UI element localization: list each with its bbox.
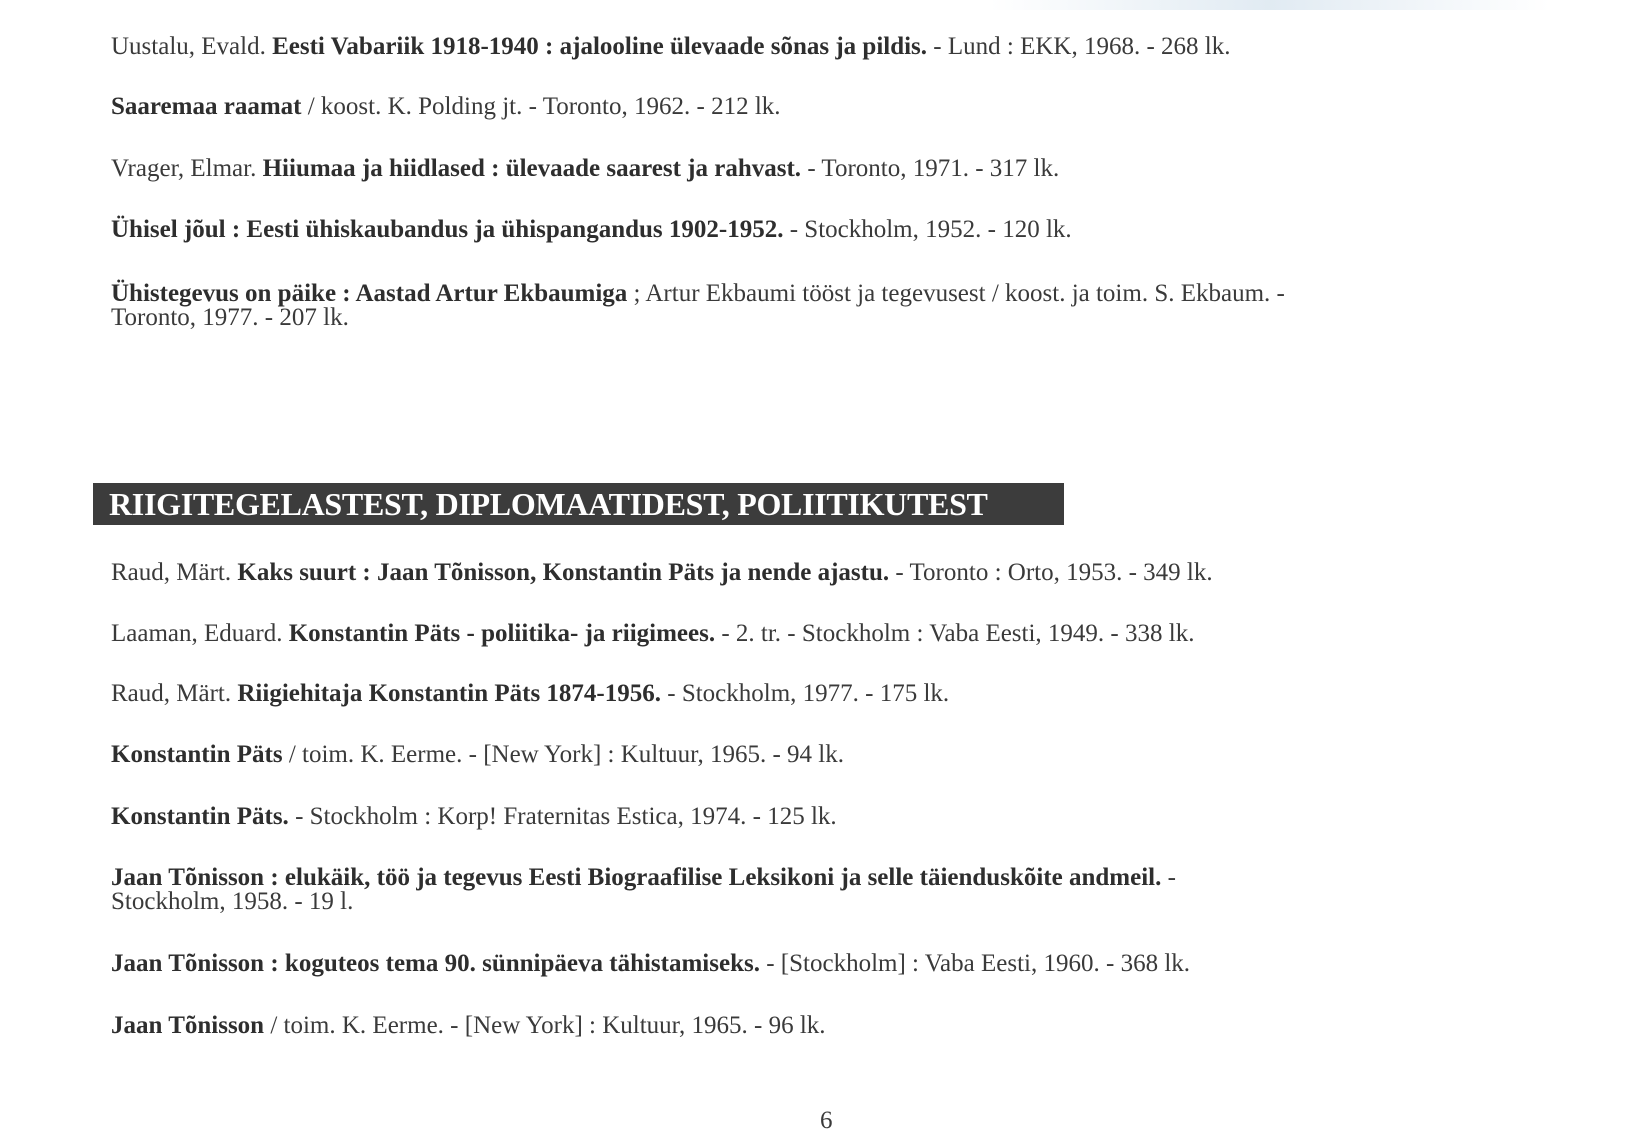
entry-title: Jaan Tõnisson <box>111 1012 265 1039</box>
entry-title: Jaan Tõnisson : koguteos tema 90. sünnipäeva tähistamiseks. <box>111 950 760 977</box>
bibliography-entry <box>111 157 1059 181</box>
entry-details: - <box>1161 864 1176 891</box>
scan-edge-tint <box>990 0 1550 10</box>
entry-title: Konstantin Päts - poliitika- ja riigimees. <box>288 620 716 647</box>
entry-author: Raud, Märt. <box>111 680 238 707</box>
bibliography-entry <box>111 622 1194 646</box>
entry-details: - Stockholm, 1952. - 120 lk. <box>783 216 1072 243</box>
entry-title: Ühistegevus on päike : Aastad Artur Ekbaumiga <box>111 280 628 307</box>
entry-details: - 2. tr. - Stockholm : Vaba Eesti, 1949. - 338 lk. <box>715 620 1195 647</box>
page-number: 6 <box>820 1107 833 1134</box>
entry-title: Konstantin Päts. <box>111 803 289 830</box>
entry-title: Eesti Vabariik 1918-1940 : ajalooline ülevaade sõnas ja pildis. <box>272 33 928 60</box>
bibliography-entry <box>111 1014 826 1038</box>
entry-title: Jaan Tõnisson : elukäik, töö ja tegevus Eesti Biograafilise Leksikoni ja selle täienduskõite andmeil. <box>111 864 1162 891</box>
entry-details: / toim. K. Eerme. - [New York] : Kultuur, 1965. - 94 lk. <box>282 741 845 768</box>
entry-title: Hiiumaa ja hiidlased : ülevaade saarest ja rahvast. <box>262 155 802 182</box>
bibliography-entry <box>111 952 1190 976</box>
entry-author: Uustalu, Evald. <box>111 33 273 60</box>
entry-author: Vrager, Elmar. <box>111 155 263 182</box>
bibliography-entry <box>111 743 844 767</box>
bibliography-entry <box>111 682 949 706</box>
entry-details: - Toronto : Orto, 1953. - 349 lk. <box>889 559 1213 586</box>
entry-details: - [Stockholm] : Vaba Eesti, 1960. - 368 lk. <box>759 950 1191 977</box>
entry-details: / toim. K. Eerme. - [New York] : Kultuur, 1965. - 96 lk. <box>264 1012 826 1039</box>
entry-details: - Lund : EKK, 1968. - 268 lk. <box>927 33 1231 60</box>
entry-details-continued: Toronto, 1977. - 207 lk. <box>111 304 349 331</box>
entry-title: Saaremaa raamat <box>111 93 302 120</box>
entry-title: Konstantin Päts <box>111 741 283 768</box>
bibliography-entry <box>111 805 837 829</box>
entry-title: Riigiehitaja Konstantin Päts 1874-1956. <box>237 680 661 707</box>
bibliography-entry <box>111 866 1176 914</box>
section-heading: RIIGITEGELASTEST, DIPLOMAATIDEST, POLIITIKUTEST <box>93 483 1064 525</box>
entry-author: Raud, Märt. <box>111 559 238 586</box>
entry-details: / koost. K. Polding jt. - Toronto, 1962. - 212 lk. <box>301 93 781 120</box>
entry-details: - Stockholm : Korp! Fraternitas Estica, 1974. - 125 lk. <box>288 803 837 830</box>
bibliography-entry <box>111 95 781 119</box>
entry-title: Ühisel jõul : Eesti ühiskaubandus ja ühispangandus 1902-1952. <box>111 216 784 243</box>
entry-details-continued: Stockholm, 1958. - 19 l. <box>111 888 354 915</box>
entry-author: Laaman, Eduard. <box>111 620 289 647</box>
entry-details: ; Artur Ekbaumi tööst ja tegevusest / koost. ja toim. S. Ekbaum. - <box>627 280 1285 307</box>
bibliography-entry <box>111 282 1285 330</box>
entry-details: - Stockholm, 1977. - 175 lk. <box>661 680 950 707</box>
bibliography-entry <box>111 561 1213 585</box>
bibliography-entry <box>111 218 1072 242</box>
bibliography-entry <box>111 35 1231 59</box>
entry-title: Kaks suurt : Jaan Tõnisson, Konstantin Päts ja nende ajastu. <box>237 559 890 586</box>
entry-details: - Toronto, 1971. - 317 lk. <box>801 155 1060 182</box>
